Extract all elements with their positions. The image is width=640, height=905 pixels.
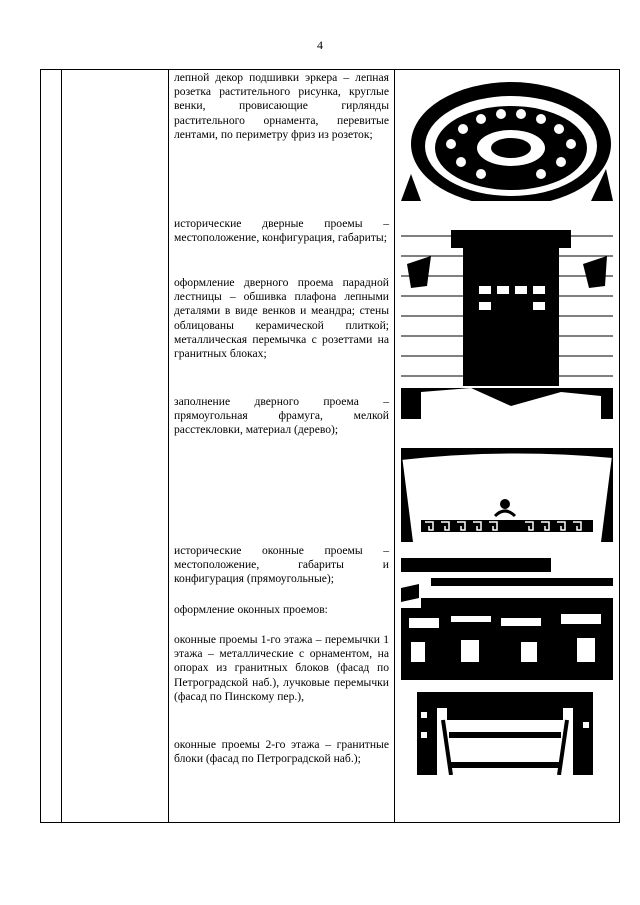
paragraph-windows-floor1: оконные проемы 1-го этажа – перемычки 1 этажа – металлические с орнаментом, на опорах из гранитных блоков (фасад по Петроградской наб.), лучковые перемычки (фасад по Пинскому пер.), xyxy=(174,633,389,703)
column-divider xyxy=(168,70,169,822)
paragraph-door-design: оформление дверного проема парадной лестницы – обшивка плафона лепными деталями в виде венков и меандра; стены облицованы керамической плиткой; металлическая перемычка с розеттами на гранитных блоках; xyxy=(174,276,389,361)
photo-door-lintel xyxy=(401,448,613,542)
paragraph-door-openings: исторические дверные проемы – местоположение, конфигурация, габариты; xyxy=(174,217,389,245)
content-table xyxy=(40,69,620,823)
paragraph-window-openings: исторические оконные проемы – местоположение, габариты и конфигурация (прямоугольные); xyxy=(174,544,389,586)
paragraph-window-design: оформление оконных проемов: xyxy=(174,603,328,616)
paragraph-windows-floor2: оконные проемы 2-го этажа – гранитные блоки (фасад по Петроградской наб.); xyxy=(174,738,389,766)
page-number: 4 xyxy=(317,38,323,52)
column-divider xyxy=(394,70,395,822)
column-divider xyxy=(61,70,62,822)
photo-entrance-door xyxy=(401,216,613,419)
paragraph-door-filling: заполнение дверного проема – прямоугольная фрамуга, мелкой расстекловки, материал (дерево); xyxy=(174,395,389,437)
paragraph-bay-window-decor: лепной декор подшивки эркера – лепная розетка растительного рисунка, круглые венки, провисающие гирлянды растительного орнамента, перевитые лентами, по периметру фриз из розеток; xyxy=(174,71,389,141)
photo-window-lintel xyxy=(417,692,593,775)
photo-bay-rosette xyxy=(401,74,613,201)
photo-facade-windows xyxy=(401,558,613,680)
